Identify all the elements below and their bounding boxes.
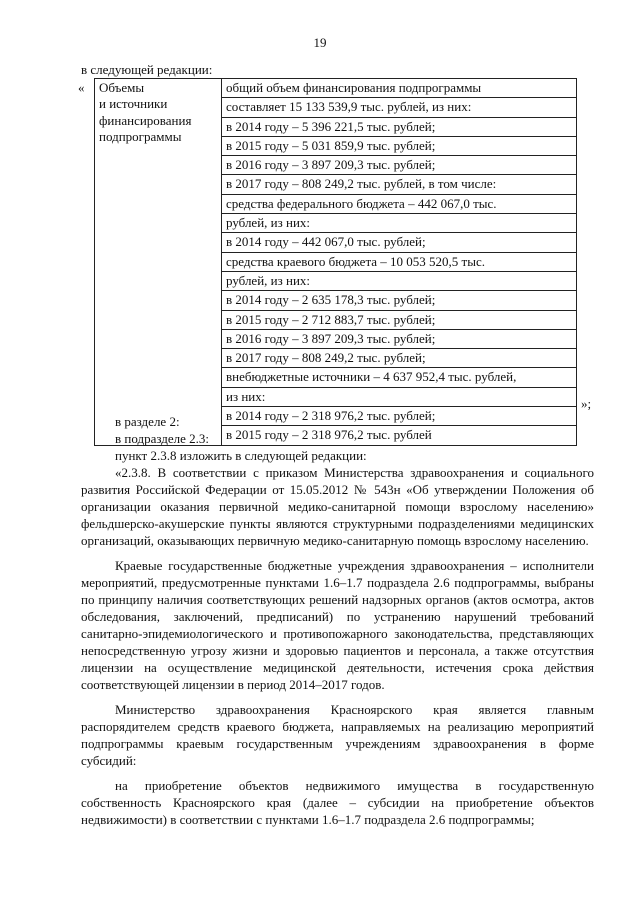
- paragraph-executors: Краевые государственные бюджетные учреждения здравоохранения – исполнители мероприятий, предусмотренные пунктами 1.6–1.7 подраздела 2.6 подпрограммы, выбраны по принципу наличия соответствующих решений надзорных органов (актов осмотра, актов обследования, заключений, предписаний) по устранению нарушений требований санитарно-эпидемиологического и противопожарного законодательства, представляющих непосредственную угрозу жизни и здоровью пациентов и персонала, а также отсутствия лицензии на осуществление медицинской деятельности, истечения срока действия соответствующей лицензии в период 2014–2017 годов.: [81, 558, 594, 692]
- table-label-line: подпрограммы: [99, 128, 182, 144]
- paragraph-ministry: Министерство здравоохранения Красноярского края является главным распорядителем средств краевого бюджета, направляемых на реализацию мероприятий подпрограммы краевым государственным учреждениям здравоохранения в форме субсидий:: [81, 702, 594, 768]
- table-content-cell: рублей, из них:: [222, 214, 577, 233]
- table-content-cell: в 2014 году – 2 635 178,3 тыс. рублей;: [222, 291, 577, 310]
- table-label-cell: [95, 79, 222, 446]
- table-content-cell: в 2015 году – 2 712 883,7 тыс. рублей;: [222, 310, 577, 329]
- paragraph-subsection-2-3: в подразделе 2.3:: [115, 431, 210, 446]
- table-content-cell: в 2016 году – 3 897 209,3 тыс. рублей;: [222, 156, 577, 175]
- page-number: 19: [313, 35, 327, 50]
- table-content-cell: в 2017 году – 808 249,2 тыс. рублей;: [222, 349, 577, 368]
- table-content-cell: составляет 15 133 539,9 тыс. рублей, из них:: [222, 98, 577, 117]
- funding-table-body: [95, 79, 577, 446]
- table-label-line: и источники: [99, 96, 168, 112]
- table-content-cell: средства федерального бюджета – 442 067,0 тыс.: [222, 194, 577, 213]
- paragraph-section-2: в разделе 2:: [115, 414, 180, 429]
- paragraph-item-2-3-8: пункт 2.3.8 изложить в следующей редакции:: [115, 448, 367, 463]
- table-content-cell: в 2015 году – 5 031 859,9 тыс. рублей;: [222, 136, 577, 155]
- table-content-cell: в 2014 году – 2 318 976,2 тыс. рублей;: [222, 407, 577, 426]
- paragraph-subsidies: на приобретение объектов недвижимого имущества в государственную собственность Красноярского края (далее – субсидии на приобретение объектов недвижимости) в соответствии с пунктами 1.6–1.7 подраздела 2.6 подпрограммы;: [81, 778, 594, 827]
- table-content-cell: в 2016 году – 3 897 209,3 тыс. рублей;: [222, 329, 577, 348]
- paragraph-2-3-8-text: «2.3.8. В соответствии с приказом Министерства здравоохранения и социального развития Российской Федерации от 15.05.2012 № 543н «Об утверждении Положения об организации оказания первичной медико-санитарной помощи взрослому населению» фельдшерско-акушерские пункты являются структурными подразделениями медицинских организаций, оказывающих первичную медико-санитарную помощь взрослому населению.: [81, 465, 594, 548]
- table-content-cell: внебюджетные источники – 4 637 952,4 тыс. рублей,: [222, 368, 577, 387]
- table-content-cell: в 2015 году – 2 318 976,2 тыс. рублей: [222, 426, 577, 445]
- table-content-cell: в 2014 году – 442 067,0 тыс. рублей;: [222, 233, 577, 252]
- intro-text: в следующей редакции:: [81, 62, 213, 77]
- funding-table: [94, 78, 577, 446]
- table-label-line: Объемы: [99, 80, 145, 95]
- table-content-cell: в 2014 году – 5 396 221,5 тыс. рублей;: [222, 117, 577, 136]
- funding-table-row: [95, 79, 577, 98]
- table-content-cell: рублей, из них:: [222, 271, 577, 290]
- table-label-line: финансирования: [99, 112, 192, 128]
- table-content-cell: в 2017 году – 808 249,2 тыс. рублей, в том числе:: [222, 175, 577, 194]
- table-content-cell: общий объем финансирования подпрограммы: [222, 79, 577, 98]
- table-content-cell: из них:: [222, 387, 577, 406]
- body-text: [81, 413, 594, 828]
- opening-quote: «: [78, 80, 85, 95]
- table-content-cell: средства краевого бюджета – 10 053 520,5 тыс.: [222, 252, 577, 271]
- closing-quote: »;: [581, 396, 592, 411]
